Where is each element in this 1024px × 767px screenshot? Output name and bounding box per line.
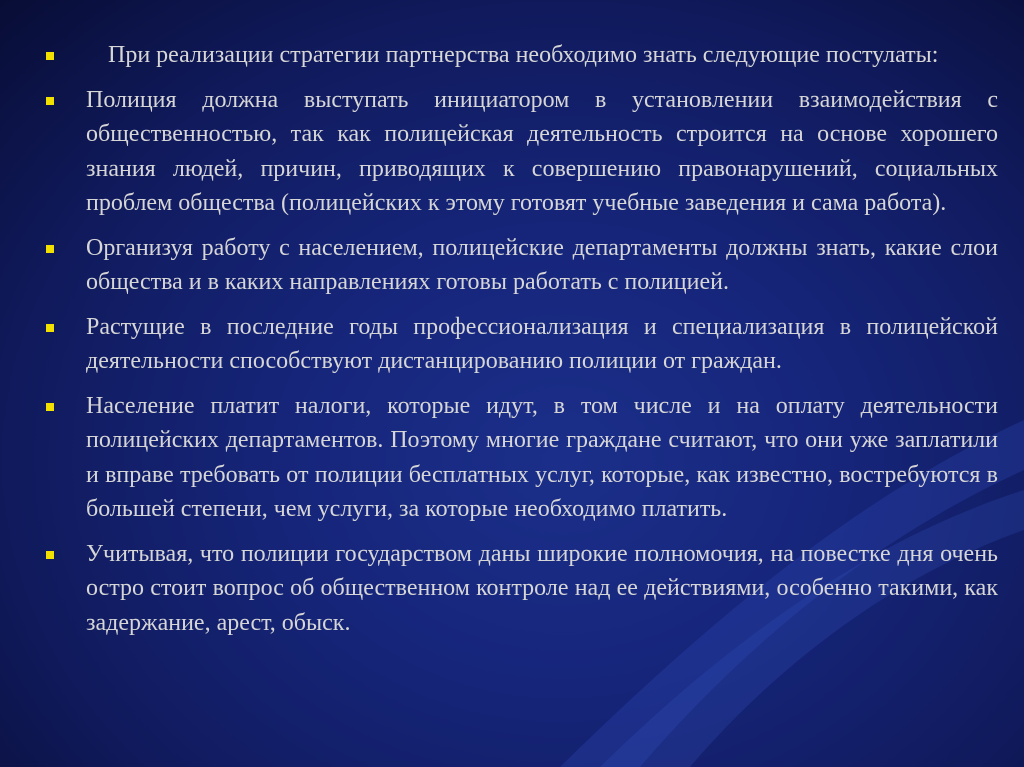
square-bullet-icon: [46, 97, 54, 105]
bullet-text: Население платит налоги, которые идут, в том числе и на оплату деятельности полицейских департаментов. Поэтому многие граждане считают, что они уже заплатили и вправе требовать от полиции бесплатных услуг, которые, как известно, востребуются в большей степени, чем услуги, за которые необходимо платить.: [86, 392, 998, 522]
bullet-text: Учитывая, что полиции государством даны широкие полномочия, на повестке дня очень остро стоит вопрос об общественном контроле над ее действиями, особенно такими, как задержание, арест, обыск.: [86, 540, 998, 636]
bullet-text: Полиция должна выступать инициатором в установлении взаимодействия с общественностью, так как полицейская деятельность строится на основе хорошего знания людей, причин, приводящих к совершению правонарушений, социальных проблем общества (полицейских к этому готовят учебные заведения и сама работа).: [86, 86, 998, 216]
bullet-text: При реализации стратегии партнерства необходимо знать следующие постулаты:: [108, 42, 939, 68]
bullet-item: [40, 83, 998, 221]
square-bullet-icon: [46, 551, 54, 559]
bullet-text: Растущие в последние годы профессионализация и специализация в полицейской деятельности способствуют дистанцированию полиции от граждан.: [86, 313, 998, 374]
bullet-item: [40, 310, 998, 379]
square-bullet-icon: [46, 324, 54, 332]
square-bullet-icon: [46, 52, 54, 60]
square-bullet-icon: [46, 245, 54, 253]
bullet-item: [40, 231, 998, 300]
slide-content: [40, 38, 998, 650]
bullet-item: [40, 537, 998, 641]
bullet-item: [40, 38, 998, 73]
bullet-text: Организуя работу с населением, полицейские департаменты должны знать, какие слои общества и в каких направлениях готовы работать с полицией.: [86, 234, 998, 295]
bullet-item: [40, 389, 998, 527]
square-bullet-icon: [46, 403, 54, 411]
